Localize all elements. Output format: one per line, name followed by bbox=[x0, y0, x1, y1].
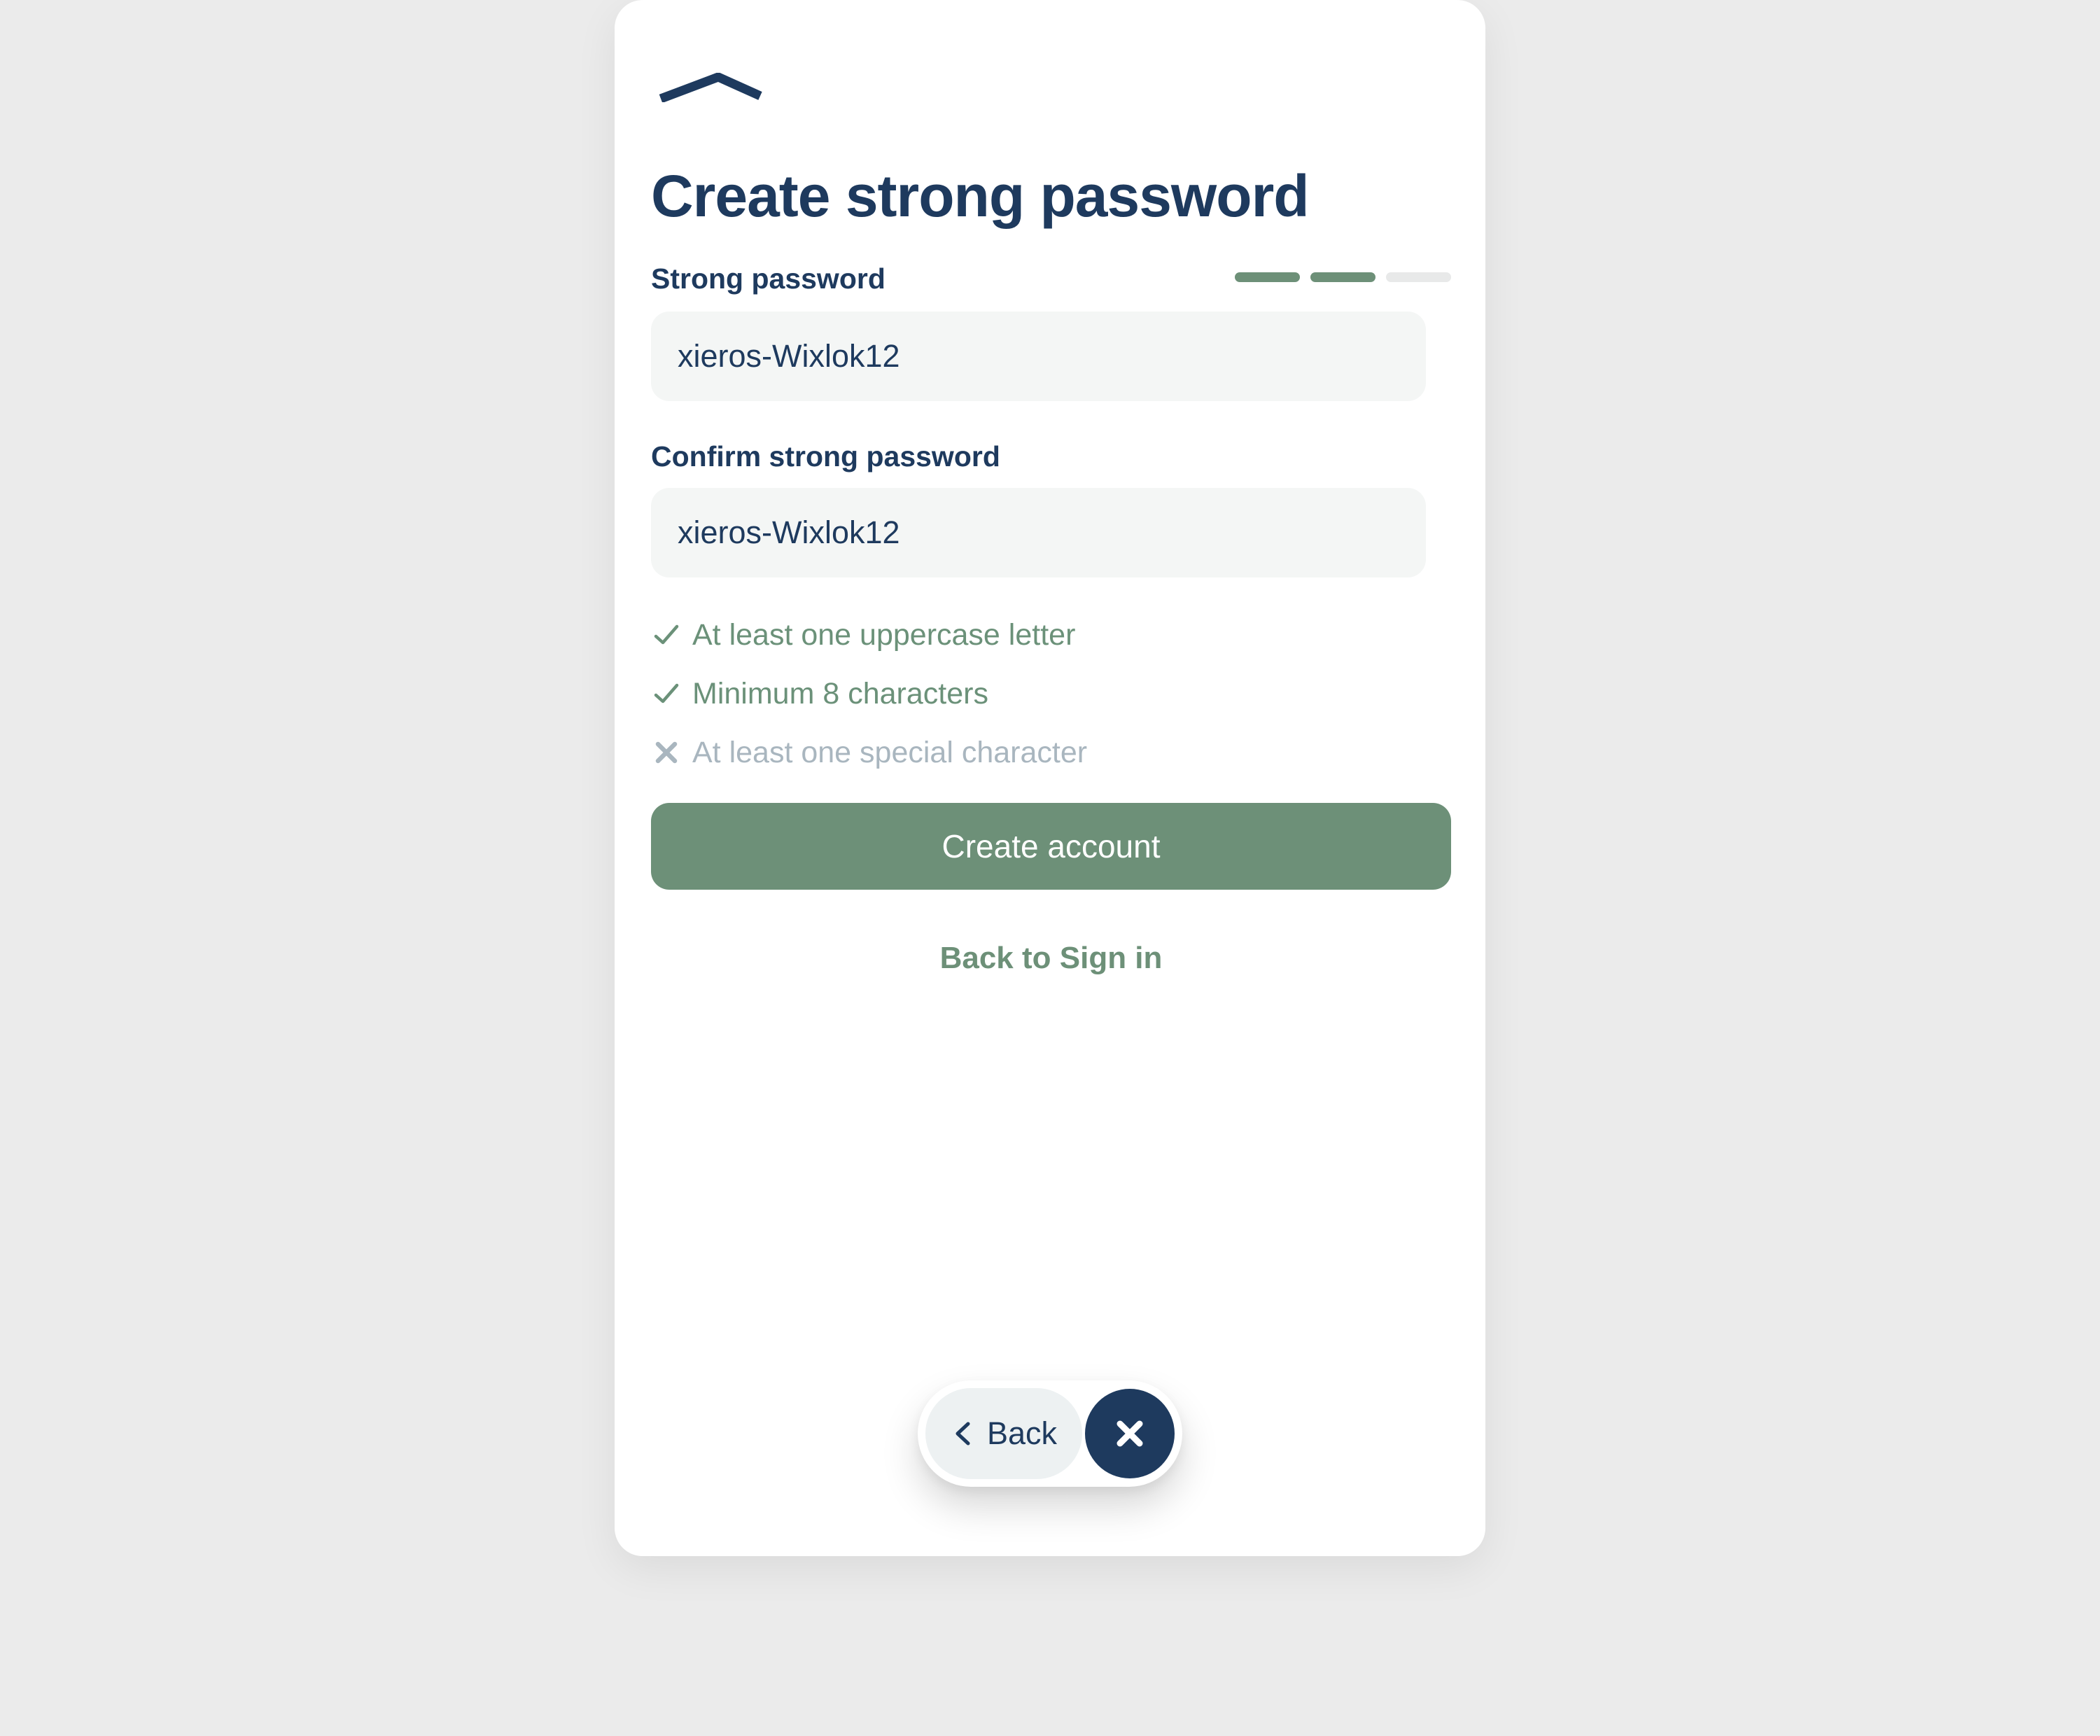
password-strength-meter bbox=[1235, 272, 1451, 282]
requirement-special-char bbox=[651, 732, 1451, 774]
close-button[interactable] bbox=[1085, 1389, 1175, 1478]
confirm-password-label: Confirm strong password bbox=[651, 440, 1000, 472]
back-button-label: Back bbox=[986, 1415, 1058, 1451]
card-content bbox=[651, 0, 1451, 978]
signup-card bbox=[615, 0, 1485, 1556]
requirement-label: At least one uppercase letter bbox=[692, 618, 1076, 652]
check-icon bbox=[651, 678, 682, 709]
requirement-uppercase bbox=[651, 614, 1451, 656]
back-button[interactable] bbox=[925, 1388, 1082, 1479]
close-x-icon bbox=[1110, 1414, 1149, 1453]
x-icon bbox=[651, 737, 682, 768]
strength-segment-1 bbox=[1235, 272, 1300, 282]
check-icon bbox=[651, 620, 682, 650]
confirm-password-input[interactable] bbox=[651, 488, 1426, 578]
chevron-roof-logo-icon bbox=[658, 73, 763, 102]
back-to-signin-link[interactable]: Back to Sign in bbox=[939, 941, 1163, 975]
strength-segment-2 bbox=[1310, 272, 1376, 282]
password-requirements bbox=[651, 614, 1451, 774]
page-title: Create strong password bbox=[651, 163, 1309, 229]
chevron-left-icon bbox=[951, 1418, 976, 1449]
bottom-nav-pill bbox=[918, 1380, 1182, 1487]
create-account-button[interactable]: Create account bbox=[651, 803, 1451, 890]
requirement-label: At least one special character bbox=[692, 736, 1088, 769]
requirement-label: Minimum 8 characters bbox=[692, 677, 988, 710]
password-label-row bbox=[651, 260, 1451, 297]
strength-segment-3 bbox=[1386, 272, 1451, 282]
password-label: Strong password bbox=[651, 262, 886, 295]
requirement-min-length bbox=[651, 673, 1451, 715]
password-input[interactable] bbox=[651, 312, 1426, 401]
